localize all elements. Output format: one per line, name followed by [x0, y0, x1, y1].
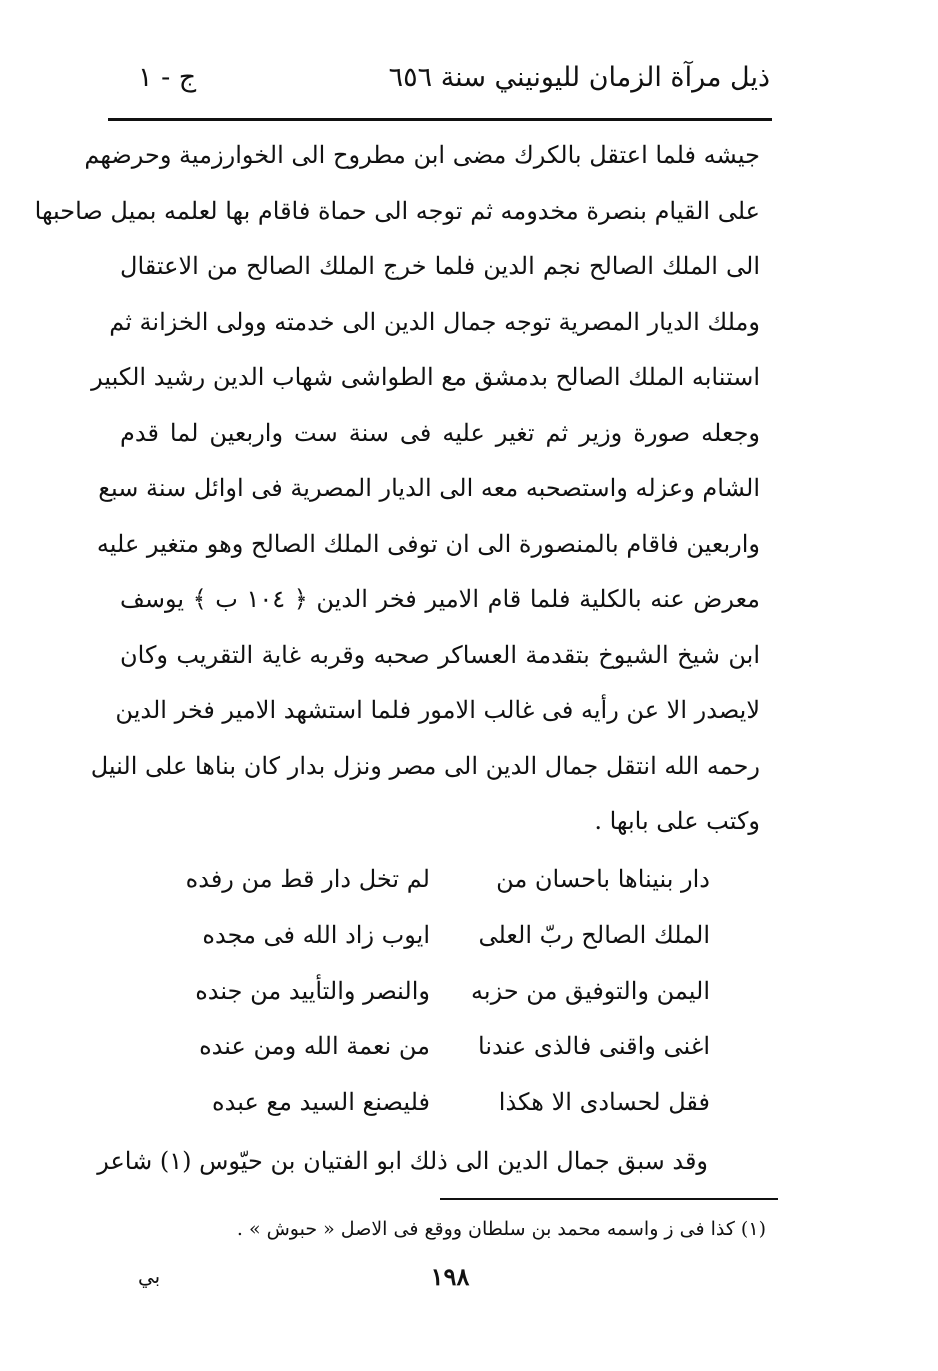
running-title: ذيل مرآة الزمان لليونيني سنة ٦٥٦ — [388, 62, 770, 93]
verse — [170, 1075, 710, 1131]
text-line: ابن شيخ الشيوخ بتقدمة العساكر صحبه وقربه غاية التقريب وكان — [120, 640, 760, 669]
text-line: الى الملك الصالح نجم الدين فلما خرج الملك الصالح من الاعتقال — [120, 252, 760, 280]
verse — [170, 1019, 710, 1075]
text-line: رحمه الله انتقل جمال الدين الى مصر ونزل بدار كان بناها على النيل — [90, 751, 760, 780]
text-line: على القيام بنصرة مخدومه ثم توجه الى حماة فاقام بها لعلمه بميل صاحبها — [34, 196, 760, 225]
text-line: واربعين فاقام بالمنصورة الى ان توفى الملك الصالح وهو متغير عليه — [96, 529, 760, 558]
first-hemistich: دار بنيناها باحسان من — [496, 865, 710, 893]
poem-verses — [170, 852, 710, 1131]
text-line: وملك الديار المصرية توجه جمال الدين الى خدمته وولى الخزانة ثم — [109, 307, 760, 336]
text-line: وجعله صورة وزير ثم تغير عليه فى سنة ست واربعين لما قدم — [120, 418, 760, 447]
closing-text-line: وقد سبق جمال الدين الى ذلك ابو الفتيان بن حيّوس (١) شاعر — [97, 1147, 708, 1175]
text-line: معرض عنه بالكلية فلما قام الامير فخر الدين ﴿ ١٠٤ ب ﴾ يوسف — [120, 585, 760, 613]
verse — [170, 908, 710, 964]
footnote-rule — [440, 1198, 778, 1200]
second-hemistich: والنصر والتأييد من جنده — [195, 976, 430, 1005]
page-number: ١٩٨ — [430, 1262, 470, 1291]
text-line: استنابه الملك الصالح بدمشق مع الطواشى شهاب الدين رشيد الكبير — [91, 363, 760, 391]
text-line: وكتب على بابها . — [594, 807, 760, 835]
first-hemistich: فقل لحسادى الا هكذا — [498, 1088, 710, 1117]
running-header — [108, 58, 780, 108]
second-hemistich: لم تخل دار قط من رفده — [185, 865, 430, 893]
first-hemistich: الملك الصالح ربّ العلى — [478, 920, 710, 949]
footnote: (١) كذا فى ز واسمه محمد بن سلطان ووقع فى الاصل « حبوش » . — [236, 1218, 766, 1240]
second-hemistich: فليصنع السيد مع عبده — [212, 1088, 430, 1117]
second-hemistich: ايوب زاد الله فى مجده — [202, 920, 430, 949]
verse — [170, 852, 710, 908]
verse — [170, 964, 710, 1020]
first-hemistich: اغنى واقنى فالذى عندنا — [478, 1032, 710, 1061]
text-line: لايصدر الا عن رأيه فى غالب الامور فلما استشهد الامير فخر الدين — [115, 696, 760, 724]
volume-label: ج - ١ — [138, 62, 197, 93]
main-text — [34, 128, 760, 850]
text-line: الشام وعزله واستصحبه معه الى الديار المصرية فى اوائل سنة سبع — [98, 474, 760, 502]
signature-mark: بي — [138, 1264, 161, 1288]
header-rule — [108, 118, 772, 121]
second-hemistich: من نعمة الله ومن عنده — [199, 1032, 430, 1061]
text-line: جيشه فلما اعتقل بالكرك مضى ابن مطروح الى الخوارزمية وحرضهم — [84, 141, 760, 169]
first-hemistich: اليمن والتوفيق من حزبه — [471, 976, 710, 1005]
